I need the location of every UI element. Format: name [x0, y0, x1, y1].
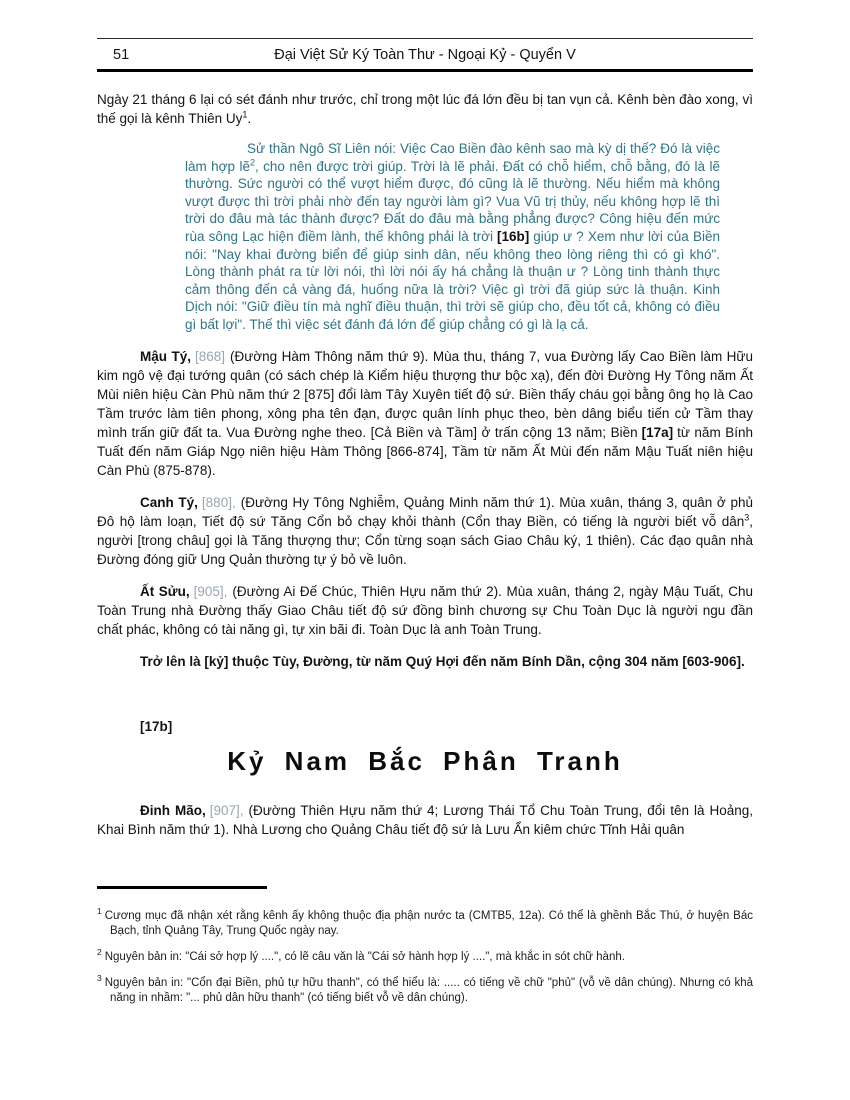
paragraph-thien-uy: Ngày 21 tháng 6 lại có sét đánh như trước, chỉ trong một lúc đá lớn đều bị tan vụn cả. Kênh bèn đào xong, vì thế gọi là kênh Thiên Uy$^1$. — [97, 92, 753, 126]
folio-marker-17b: [17b] — [140, 718, 173, 734]
section-heading: Kỷ Nam Bắc Phân Tranh — [227, 745, 623, 776]
footnote-separator — [97, 886, 267, 889]
historian-comment-ngo-si-lien: Sử thần Ngô Sĩ Liên nói: Việc Cao Biền đào kênh sao mà kỳ dị thế? Đó là việc làm hợp lẽ$^2$, cho nên được trời giúp. Trời là lẽ phải. Đất có chỗ hiểm, chỗ bằng, đó là lẽ thường. Sức người có thể vượt hiểm được, đó cũng là lẽ thường. Nếu hiểm mà không vượt được thì trời phải nhờ đến tay người làm gì? Vua Vũ trị thủy, nếu không hợp lẽ thì trời do đâu mà tác thành được? Đất do đâu mà bằng phẳng được? Công hiệu đến mức rùa sông Lạc hiện điềm lành, thế không phải là trời [16b] giúp ư ? Xem như lời của Biền nói: "Nay khai đường biển để giúp sinh dân, nếu không theo lòng riêng thì có gì khó". Lòng thành phát ra từ lời nói, thì lời nói ấy há chẳng là thuận ư ? Lòng tinh thành thực cảm thông đến cả vàng đá, huống nữa là trời? Việc gì trời đã giúp sức là thuận. Kinh Dịch nói: "Giữ điều tín mà nghĩ điều thuận, thì trời sẽ giúp cho, đều tốt cả, không có điều gì bất lợi". Thế thì việc sét đánh đá lớn để giúp chẳng có gì là lạ cả. — [185, 141, 721, 332]
footnote-ref-1: 1 — [242, 109, 248, 120]
year-name-lead: Ất Sửu, — [140, 583, 190, 599]
year-bracket: [868] — [194, 348, 226, 364]
year-bracket: [880], — [201, 494, 236, 510]
footnote-number: 1 — [97, 906, 102, 917]
paragraph-text: Ngày 21 tháng 6 lại có sét đánh như trước, chỉ trong một lúc đá lớn đều bị tan vụn cả. Kênh bèn đào xong, vì thế gọi là kênh Thiên Uy — [97, 92, 753, 126]
footnote-1 — [97, 906, 753, 939]
paragraph-dinh-mao: Đinh Mão, [907], (Đường Thiên Hựu năm thứ 4; Lương Thái Tổ Chu Toàn Trung, đổi tên là Hoảng, Khai Bình năm thứ 1). Nhà Lương cho Quảng Châu tiết độ sứ là Lưu Ẩn kiêm chức Tĩnh Hải quân — [97, 802, 753, 837]
footnote-2 — [97, 947, 753, 965]
footnote-text: Cương mục đã nhận xét rằng kênh ấy không thuộc địa phận nước ta (CMTB5, 12a). Có thể là ghềnh Bắc Thú, ở huyện Bác Bạch, tỉnh Quảng Tây, Trung Quốc ngày nay. — [104, 910, 753, 937]
era-summary: Trở lên là [kỷ] thuộc Tùy, Đường, từ năm Quý Hợi đến năm Bính Dần, cộng 304 năm [603-906]. — [140, 653, 745, 669]
year-name-lead: Đinh Mão, — [140, 802, 206, 818]
footnotes-section — [97, 886, 753, 1017]
footnote-ref-3: 3 — [744, 512, 750, 523]
page-title: Đại Việt Sử Ký Toàn Thư - Ngoại Kỷ - Quyển V — [274, 47, 576, 63]
year-name-lead: Canh Tý, — [140, 494, 198, 510]
footnote-ref-2: 2 — [249, 157, 255, 168]
paragraph-at-suu: Ất Sửu, [905], (Đường Ai Đế Chúc, Thiên Hựu năm thứ 2). Mùa xuân, tháng 2, ngày Mậu Tuất, Chu Toàn Trung nhà Đường thấy Giao Châu tiết độ sứ đồng bình chương sự Chu Toàn Dục là người ngu đần chất phác, không có tài năng gì, tự xin bãi đi. Toàn Dục là anh Toàn Trung. — [97, 583, 753, 637]
paragraph-canh-ty: Canh Tý, [880], (Đường Hy Tông Nghiễm, Quảng Minh năm thứ 1). Mùa xuân, tháng 3, quân ở phủ Đô hộ làm loạn, Tiết độ sứ Tăng Cổn bỏ chạy khỏi thành (Cổn thay Biền, có tiếng là người biết vỗ dân$^3$, người [trong châu] gọi là Tăng thượng thư; Cổn từng soạn sách Giao Châu ký, 1 thiên). Các đạo quân nhà Đường đóng giữ Ung Quản thường tự ý bỏ về luôn. — [97, 494, 753, 567]
year-bracket: [905], — [193, 583, 228, 599]
footnote-text: Nguyên bản in: "Cổn đại Biền, phủ tự hữu thanh", có thể hiểu là: ..... có tiếng về chữ "phủ" (vỗ về dân chúng). Nhưng có khả năng in nhầm: "... phủ dân hữu thanh" (có tiếng biết vỗ về dân chúng). — [104, 977, 753, 1004]
folio-marker-16b: [16b] — [497, 228, 530, 244]
footnote-text: Nguyên bản in: "Cái sở hợp lý ....", có lẽ câu văn là "Cái sở hành hợp lý ....", mà khắc in sót chữ hành. — [104, 951, 625, 963]
folio-marker-17a: [17a] — [641, 424, 674, 440]
paragraph-mau-ty: Mậu Tý, [868] (Đường Hàm Thông năm thứ 9). Mùa thu, tháng 7, vua Đường lấy Cao Biền làm Hữu kim ngô vệ đại tướng quân (có sách chép là Kiểm hiệu thượng thư bộc xạ), đến đời Đường Hy Tông năm Ất Mùi niên hiệu Càn Phù năm thứ 2 [875] đổi làm Tây Xuyên tiết độ sứ. Biền thấy cháu gọi bằng ông họ là Cao Tầm trước làm tiên phong, xông pha tên đạn, được quân lính phục theo, bèn dâng biểu tiến cử Tầm thay mình trấn giữ đất ta. Vua Đường nghe theo. [Cả Biền và Tầm] ở trấn cộng 13 năm; Biền [17a] từ năm Bính Tuất đến năm Giáp Ngọ niên hiệu Hàm Thông [866-874], Tầm từ năm Ất Mùi đến năm Mậu Tuất niên hiệu Càn Phù (875-878). — [97, 348, 753, 478]
page-number: 51 — [113, 47, 130, 63]
page-header — [97, 38, 753, 72]
page-body — [97, 90, 753, 839]
year-bracket: [907], — [209, 802, 244, 818]
footnote-number: 2 — [97, 947, 102, 958]
footnote-number: 3 — [97, 973, 102, 984]
footnote-3 — [97, 973, 753, 1006]
year-name-lead: Mậu Tý, — [140, 348, 191, 364]
